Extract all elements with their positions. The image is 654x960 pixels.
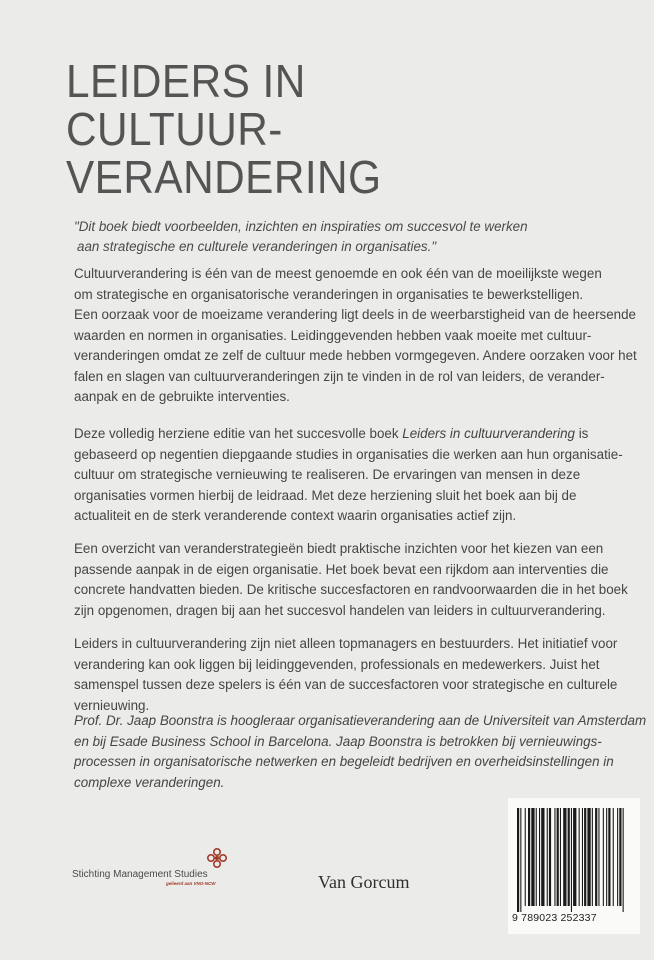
text-line: passende aanpak in de eigen organisatie. Het boek bevat een rijkdom aan interventies die bbox=[74, 561, 609, 577]
barcode-bars bbox=[516, 808, 634, 912]
barcode-bar bbox=[606, 808, 607, 906]
barcode-bar bbox=[520, 808, 521, 912]
barcode-bar bbox=[554, 808, 555, 906]
barcode-bar bbox=[613, 808, 614, 906]
text-line: Een overzicht van veranderstrategieën biedt praktische inzichten voor het kiezen van een bbox=[74, 541, 604, 556]
paragraph-edition bbox=[74, 424, 623, 527]
text-line: concrete handvatten bieden. De kritische succesfactoren en randvoorwaarden die in het boek bbox=[74, 582, 628, 597]
blurb-quote bbox=[74, 217, 594, 257]
text-line bbox=[74, 424, 604, 445]
text-line: organisaties vormen hierbij de leidraad. Met deze herziening sluit het boek aan bij de bbox=[74, 487, 577, 503]
text-line: samenspel tussen deze spelers is één van de succesfactoren voor strategische en culturele bbox=[74, 677, 618, 692]
barcode-bar bbox=[573, 808, 576, 906]
barcode-bar bbox=[536, 808, 537, 906]
text-line: falen en slagen van cultuurveranderingen zijn te vinden in de rol van leiders, de verander- bbox=[74, 368, 605, 384]
barcode-bar bbox=[549, 808, 551, 906]
quote-line: aan strategische en culturele veranderingen in organisaties." bbox=[77, 239, 437, 254]
barcode-bar bbox=[517, 808, 519, 912]
text-line: Cultuurverandering is één van de meest genoemde en ook één van de moeilijkste wegen bbox=[74, 266, 602, 281]
title-line: LEIDERS IN bbox=[66, 55, 306, 107]
barcode-bar bbox=[539, 808, 540, 906]
barcode-bar bbox=[571, 808, 572, 912]
text-line: Leiders in cultuurverandering zijn niet alleen topmanagers en bestuurders. Het initiatief voor bbox=[74, 636, 618, 651]
barcode-bar bbox=[560, 808, 561, 906]
text-line: zijn opgenomen, dragen bij aan het succesvol handelen van leiders in cultuurverandering. bbox=[74, 602, 606, 618]
sms-subtitle: gelieerd aan VNO-NCW bbox=[166, 881, 216, 886]
barcode-bar bbox=[568, 808, 570, 906]
barcode-bar bbox=[528, 808, 530, 906]
barcode-bar bbox=[598, 808, 599, 906]
barcode-bar bbox=[579, 808, 580, 906]
text-line: verandering kan ook liggen bij leidinggevenden, professionals en medewerkers. Juist het bbox=[74, 656, 600, 672]
barcode-bar bbox=[617, 808, 618, 906]
paragraph-intro bbox=[74, 264, 637, 408]
quote-line: "Dit boek biedt voorbeelden, inzichten en inspiraties om succesvol te werken bbox=[74, 219, 528, 234]
sms-name: Stichting Management Studies bbox=[72, 869, 208, 880]
sms-logo-block bbox=[72, 847, 272, 886]
text-span: Deze volledig herziene editie van het succesvolle boek bbox=[74, 426, 403, 441]
text-line: cultuur om strategische vernieuwing te realiseren. De ervaringen van mensen in deze bbox=[74, 467, 581, 482]
barcode-bar bbox=[619, 808, 621, 906]
text-line: Prof. Dr. Jaap Boonstra is hoogleraar organisatieverandering aan de Universiteit van Amsterdam bbox=[74, 713, 647, 728]
barcode-bar bbox=[587, 808, 590, 906]
barcode-bar bbox=[595, 808, 597, 906]
text-line: gebaseerd op negentien diepgaande studies in organisaties die werken aan hun organisatie- bbox=[74, 446, 623, 462]
book-title-inline: Leiders in cultuurverandering bbox=[402, 426, 575, 441]
text-line: vernieuwing. bbox=[74, 697, 150, 713]
text-line: en bij Esade Business School in Barcelona. Jaap Boonstra is betrokken bij vernieuwings- bbox=[74, 733, 602, 749]
isbn-barcode bbox=[508, 798, 640, 934]
text-line: actualiteit en de sterk veranderende context waarin organisaties actief zijn. bbox=[74, 508, 517, 523]
isbn-number: 9 789023 252337 bbox=[512, 912, 597, 924]
barcode-bar bbox=[623, 808, 624, 912]
barcode-bar bbox=[563, 808, 566, 906]
paragraph-leaders bbox=[74, 634, 618, 716]
text-line: waarden en normen in organisaties. Leidinggevenden hebben vaak moeite met cultuur- bbox=[74, 327, 592, 343]
barcode-bar bbox=[531, 808, 534, 906]
barcode-bar bbox=[603, 808, 604, 906]
barcode-bar bbox=[584, 808, 586, 906]
barcode-bar bbox=[541, 808, 544, 906]
barcode-bar bbox=[582, 808, 583, 906]
barcode-bar bbox=[557, 808, 559, 906]
title-line: CULTUUR- bbox=[66, 103, 283, 155]
publisher-logo: Van Gorcum bbox=[318, 872, 410, 892]
barcode-bar bbox=[547, 808, 548, 906]
text-line: aanpak en de gebruikte interventies. bbox=[74, 389, 290, 404]
author-bio bbox=[74, 711, 647, 793]
barcode-bar bbox=[608, 808, 610, 906]
paragraph-strategies bbox=[74, 539, 628, 621]
title-line: VERANDERING bbox=[66, 151, 382, 203]
barcode-bar bbox=[525, 808, 526, 906]
text-line: complexe veranderingen. bbox=[74, 774, 225, 790]
text-span: is bbox=[574, 426, 589, 441]
text-line: Een oorzaak voor de moeizame verandering ligt deels in de weerbarstigheid van de heersende bbox=[74, 307, 637, 322]
ornament-cross-icon bbox=[206, 847, 228, 869]
text-line: om strategische en organisatorische veranderingen in organisaties te bewerkstelligen. bbox=[74, 286, 584, 302]
text-line: veranderingen omdat ze zelf de cultuur mede hebben vormgegeven. Andere oorzaken voor het bbox=[74, 348, 637, 363]
book-title bbox=[66, 57, 544, 201]
barcode-bar bbox=[592, 808, 593, 906]
text-line: processen in organisatorische netwerken en begeleidt bedrijven en overheidsinstellingen in bbox=[74, 754, 614, 769]
